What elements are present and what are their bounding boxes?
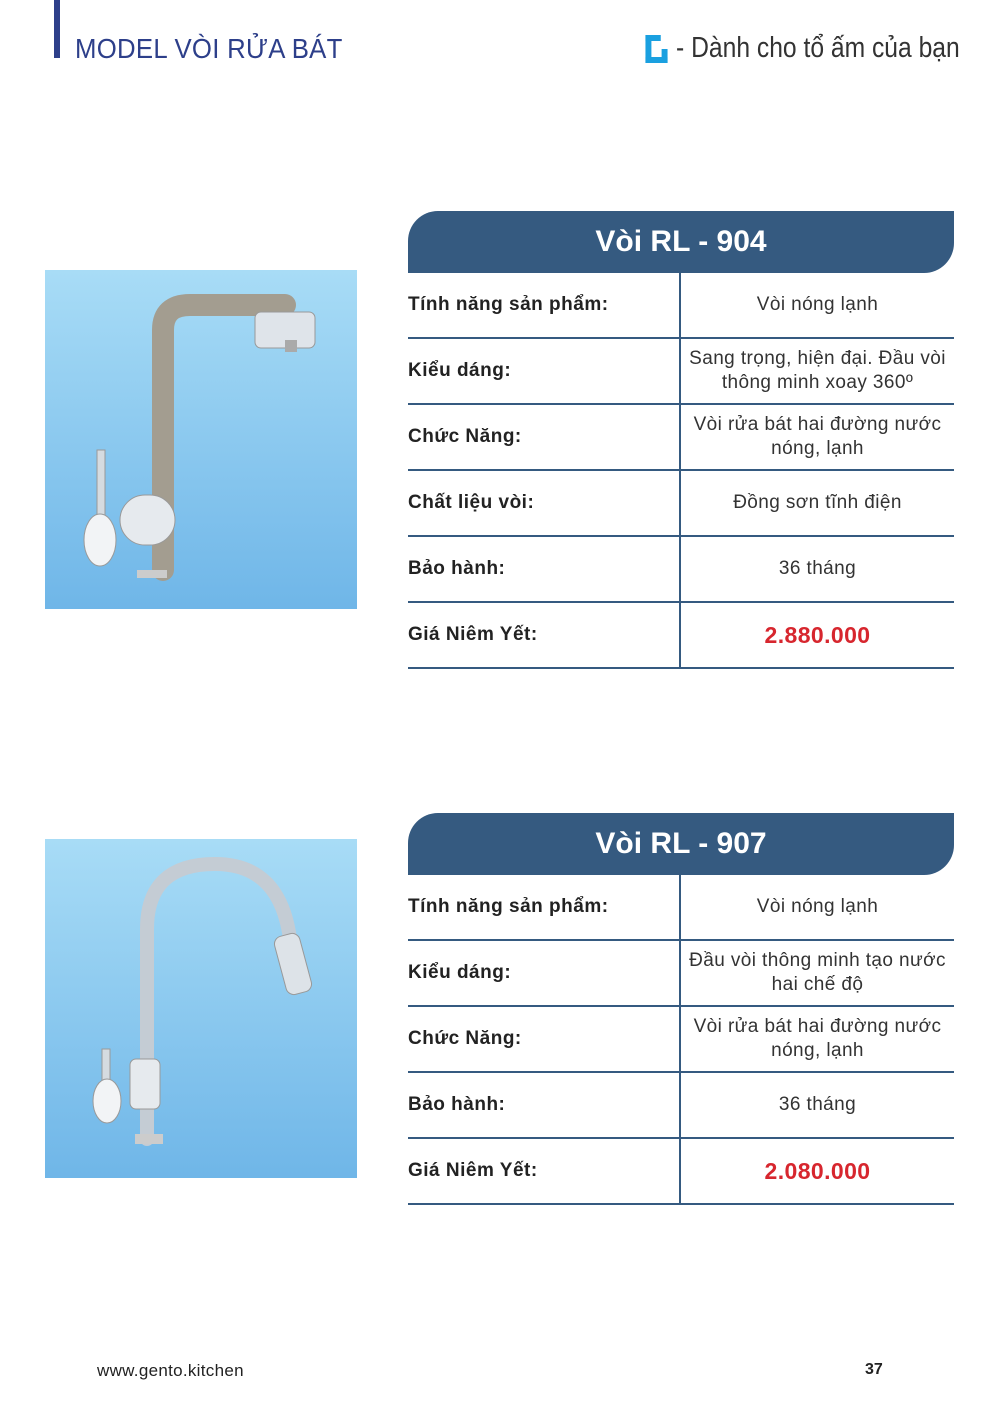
row-value: Vòi rửa bát hai đường nước nóng, lạnh	[693, 414, 942, 459]
table-row	[408, 471, 954, 537]
table-row	[408, 941, 954, 1007]
product-table-rl-907	[408, 813, 954, 1205]
row-value: Vòi rửa bát hai đường nước nóng, lạnh	[693, 1016, 942, 1061]
table-row	[408, 405, 954, 471]
row-label: Bảo hành:	[408, 537, 681, 601]
row-value: Vòi nóng lạnh	[756, 896, 879, 917]
table-row	[408, 875, 954, 941]
row-label: Tính năng sản phẩm:	[408, 875, 681, 939]
page-title: MODEL VÒI RỬA BÁT	[75, 33, 343, 64]
row-label: Tính năng sản phẩm:	[408, 273, 681, 337]
row-label: Giá Niêm Yết:	[408, 603, 681, 667]
row-label: Kiểu dáng:	[408, 941, 681, 1005]
slogan-text: - Dành cho tổ ấm của bạn	[676, 32, 960, 64]
footer-website-link[interactable]: www.gento.kitchen	[97, 1361, 244, 1380]
row-label: Chức Năng:	[408, 1007, 681, 1071]
table-row	[408, 1073, 954, 1139]
row-value: Vòi nóng lạnh	[756, 294, 879, 315]
row-value: Đầu vòi thông minh tạo nước hai chế độ	[689, 950, 946, 995]
product-table-rl-904	[408, 211, 954, 669]
table-row	[408, 1139, 954, 1205]
row-value: Đồng sơn tĩnh điện	[733, 492, 902, 513]
page-number: 37	[865, 1361, 883, 1378]
row-label: Kiểu dáng:	[408, 339, 681, 403]
table-row	[408, 339, 954, 405]
price-value: 2.880.000	[764, 622, 871, 648]
row-label: Chất liệu vòi:	[408, 471, 681, 535]
row-value: 36 tháng	[778, 558, 857, 579]
table-row	[408, 537, 954, 603]
product-image-rl-907	[45, 839, 357, 1178]
table-row	[408, 603, 954, 669]
brand-logo-icon	[646, 35, 668, 63]
table-row	[408, 1007, 954, 1073]
row-label: Giá Niêm Yết:	[408, 1139, 681, 1203]
row-value: 36 tháng	[778, 1094, 857, 1115]
table-row	[408, 273, 954, 339]
row-label: Chức Năng:	[408, 405, 681, 469]
product-image-rl-904	[45, 270, 357, 609]
header-accent-bar	[54, 0, 60, 58]
product-name: Vòi RL - 904	[408, 211, 954, 273]
product-name: Vòi RL - 907	[408, 813, 954, 875]
price-value: 2.080.000	[764, 1158, 871, 1184]
row-value: Sang trọng, hiện đại. Đầu vòi thông minh xoay 360º	[689, 348, 946, 393]
brand-slogan	[646, 32, 960, 65]
row-label: Bảo hành:	[408, 1073, 681, 1137]
